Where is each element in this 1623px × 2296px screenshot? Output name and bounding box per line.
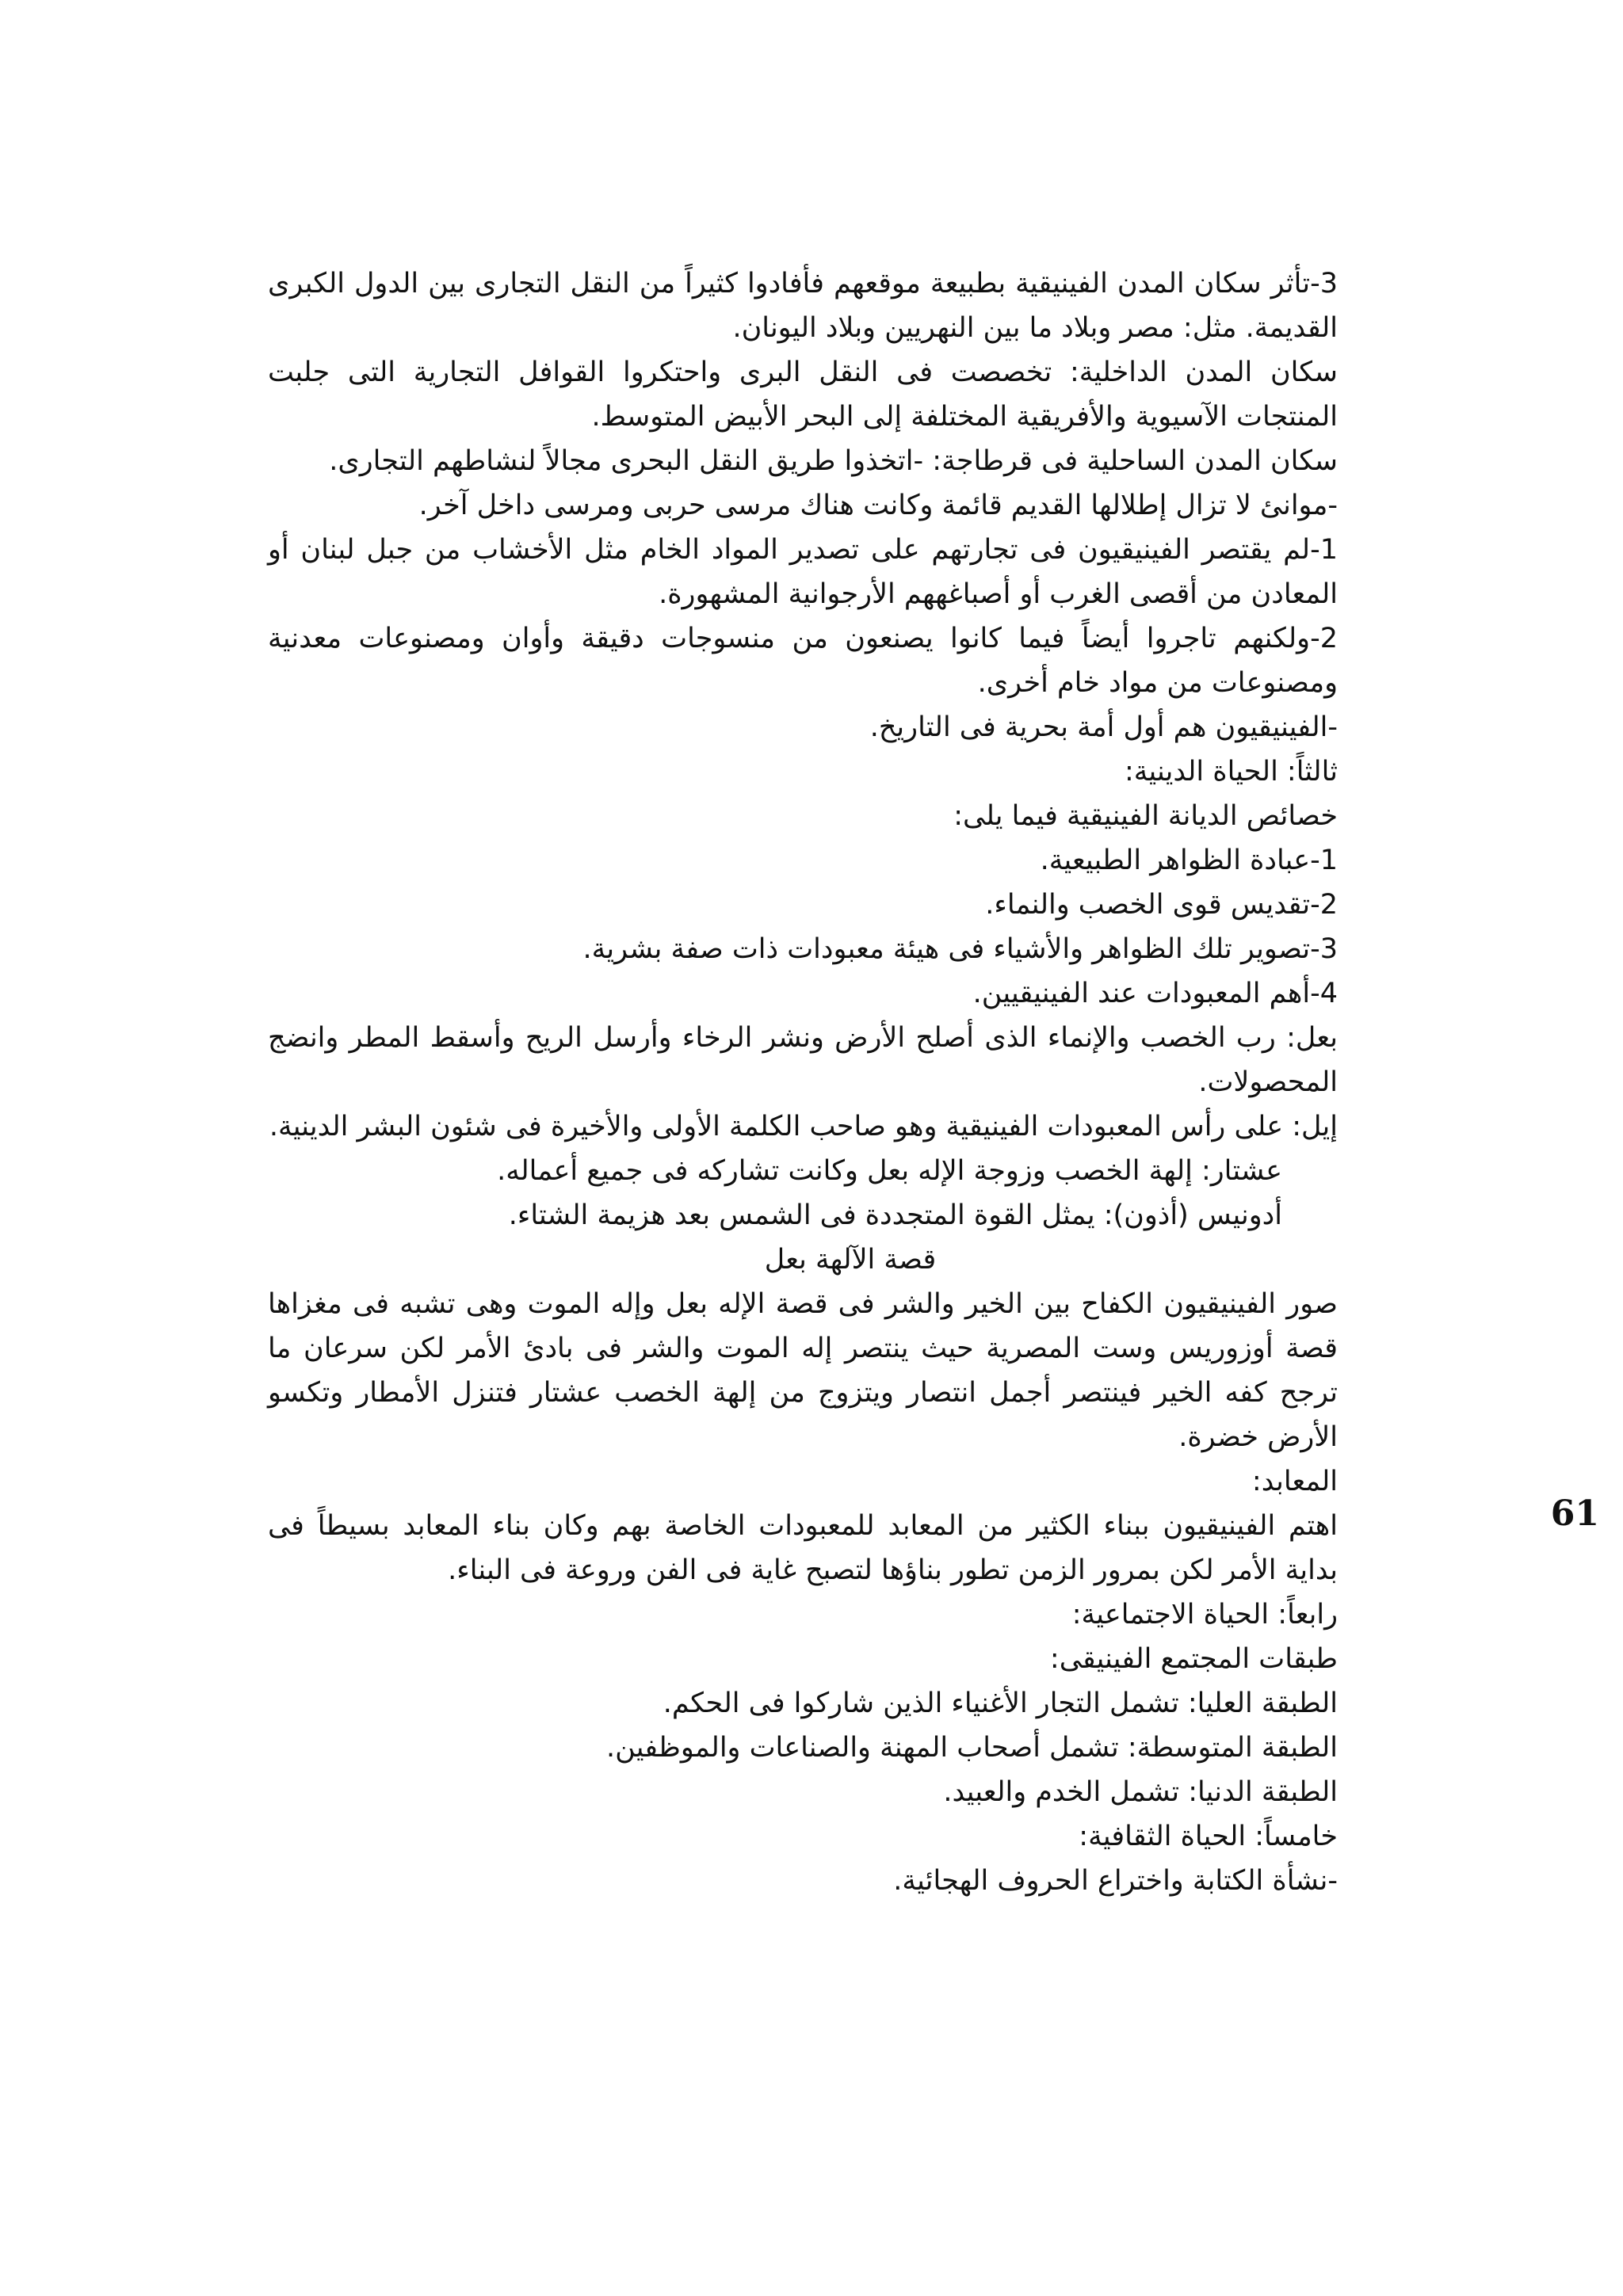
paragraph-first-maritime-nation: -الفينيقيون هم أول أمة بحرية فى التاريخ. (869, 711, 1338, 743)
paragraph-manufactured-goods: 2-ولكنهم تاجروا أيضاً فيما كانوا يصنعون من منسوجات دقيقة وأوان ومصنوعات معدنية ومصنوعات من مواد خام أخرى. (268, 623, 1338, 699)
paragraph-baal-story: صور الفينيقيون الكفاح بين الخير والشر فى قصة الإله بعل وإله الموت وهى تشبه فى مغزاها قصة أوزوريس وست المصرية حيث ينتصر إله الموت والشر فى بادئ الأمر لكن سرعان ما ترجح كفه الخير فينتصر أجمل انتصار ويتزوج من إلهة الخصب عشتار فتنزل الأمطار وتكسو الأرض خضرة. (268, 1288, 1338, 1453)
paragraph-alphabet: -نشأة الكتابة واختراع الحروف الهجائية. (893, 1865, 1338, 1897)
paragraph-adonis: أدونيس (أذون): يمثل القوة المتجددة فى الشمس بعد هزيمة الشتاء. (508, 1199, 1282, 1231)
paragraph-religion-features-intro: خصائص الديانة الفينيقية فيما يلى: (953, 800, 1338, 832)
paragraph-ashtar: عشتار: إلهة الخصب وزوجة الإله بعل وكانت تشاركه فى جميع أعماله. (497, 1155, 1282, 1187)
paragraph-social-classes-intro: طبقات المجتمع الفينيقى: (1049, 1643, 1338, 1675)
heading-temples: المعابد: (1251, 1466, 1338, 1497)
list-item-nature-worship: 1-عبادة الظواهر الطبيعية. (1040, 845, 1338, 876)
page-number: 61 (1550, 1493, 1599, 1534)
page-body-text (268, 261, 1338, 1903)
heading-social-life: رابعاً: الحياة الاجتماعية: (1071, 1599, 1338, 1630)
paragraph-el: إيل: على رأس المعبودات الفينيقية وهو صاحب الكلمة الأولى والأخيرة فى شئون البشر الدينية. (269, 1111, 1338, 1142)
paragraph-inland-cities: سكان المدن الداخلية: تخصصت فى النقل البرى واحتكروا القوافل التجارية التى جلبت المنتجات الآسيوية والأفريقية المختلفة إلى البحر الأبيض المتوسط. (268, 357, 1338, 433)
list-item-main-deities: 4-أهم المعبودات عند الفينيقيين. (972, 978, 1338, 1009)
paragraph-coastal-cities: سكان المدن الساحلية فى قرطاجة: -اتخذوا طريق النقل البحرى مجالاً لنشاطهم التجارى. (329, 445, 1338, 477)
paragraph-temples: اهتم الفينيقيون ببناء الكثير من المعابد للمعبودات الخاصة بهم وكان بناء المعابد بسيطاً فى بداية الأمر لكن بمرور الزمن تطور بناؤها لتصبح غاية فى الفن وروعة فى البناء. (268, 1510, 1338, 1586)
paragraph-trade-location: 3-تأثر سكان المدن الفينيقية بطبيعة موقعهم فأفادوا كثيراً من النقل التجارى بين الدول الكبرى القديمة. مثل: مصر وبلاد ما بين النهريين وبلاد اليونان. (268, 268, 1338, 344)
heading-baal-story: قصة الآلهة بعل (764, 1244, 937, 1276)
heading-cultural-life: خامساً: الحياة الثقافية: (1079, 1821, 1338, 1852)
paragraph-middle-class: الطبقة المتوسطة: تشمل أصحاب المهنة والصناعات والموظفين. (605, 1732, 1338, 1764)
paragraph-upper-class: الطبقة العليا: تشمل التجار الأغنياء الذين شاركوا فى الحكم. (663, 1688, 1338, 1719)
paragraph-raw-materials: 1-لم يقتصر الفينيقيون فى تجارتهم على تصدير المواد الخام مثل الأخشاب من جبل لبنان أو المعادن من أقصى الغرب أو أصباغههم الأرجوانية المشهورة. (268, 534, 1338, 610)
heading-religious-life: ثالثاً: الحياة الدينية: (1124, 756, 1338, 788)
paragraph-lower-class: الطبقة الدنيا: تشمل الخدم والعبيد. (943, 1776, 1338, 1808)
paragraph-ports: -موانئ لا تزال إطلالها القديم قائمة وكانت هناك مرسى حربى ومرسى داخل آخر. (418, 490, 1338, 521)
list-item-human-form-deities: 3-تصوير تلك الظواهر والأشياء فى هيئة معبودات ذات صفة بشرية. (582, 933, 1338, 965)
list-item-fertility: 2-تقديس قوى الخصب والنماء. (985, 889, 1338, 921)
paragraph-baal: بعل: رب الخصب والإنماء الذى أصلح الأرض ونشر الرخاء وأرسل الريح وأسقط المطر وانضج المحصولات. (268, 1022, 1338, 1098)
